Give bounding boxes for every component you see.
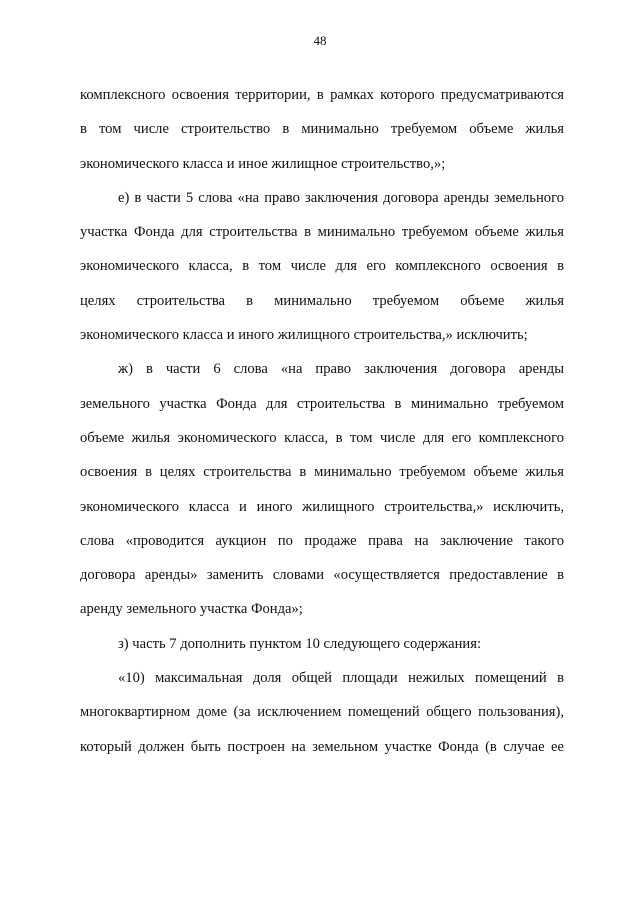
text-line: аренду земельного участка Фонда»;: [80, 601, 303, 618]
text-line: ж) в части 6 слова «на право заключения договора аренды: [118, 361, 564, 378]
text-line: в том числе строительство в минимально требуемом объеме жилья: [80, 121, 564, 138]
text-line: объеме жилья экономического класса, в том числе для его комплексного: [80, 429, 564, 446]
text-line: «10) максимальная доля общей площади нежилых помещений в: [118, 670, 564, 687]
text-line: экономического класса и иного жилищного строительства,» исключить;: [80, 327, 528, 344]
document-body: [80, 78, 564, 764]
text-line: е) в части 5 слова «на право заключения договора аренды земельного: [118, 189, 564, 206]
text-line: экономического класса, в том числе для его комплексного освоения в: [80, 258, 564, 275]
text-line: экономического класса и иное жилищное строительство,»;: [80, 155, 446, 172]
text-line: участка Фонда для строительства в минимально требуемом объеме жилья: [80, 224, 564, 241]
text-line: комплексного освоения территории, в рамках которого предусматриваются: [80, 87, 564, 103]
text-line: з) часть 7 дополнить пунктом 10 следующего содержания:: [118, 635, 482, 652]
text-line: который должен быть построен на земельном участке Фонда (в случае ее: [80, 738, 564, 755]
text-line: целях строительства в минимально требуемом объеме жилья: [80, 292, 564, 309]
text-line: слова «проводится аукцион по продаже права на заключение такого: [80, 532, 564, 549]
page-number: 48: [313, 33, 327, 48]
text-line: договора аренды» заменить словами «осуществляется предоставление в: [80, 567, 564, 584]
text-line: экономического класса и иного жилищного строительства,» исключить,: [80, 498, 564, 515]
text-line: многоквартирном доме (за исключением помещений общего пользования),: [80, 704, 564, 721]
text-line: освоения в целях строительства в минимально требуемом объеме жилья: [80, 464, 564, 481]
text-line: земельного участка Фонда для строительства в минимально требуемом: [80, 395, 564, 412]
